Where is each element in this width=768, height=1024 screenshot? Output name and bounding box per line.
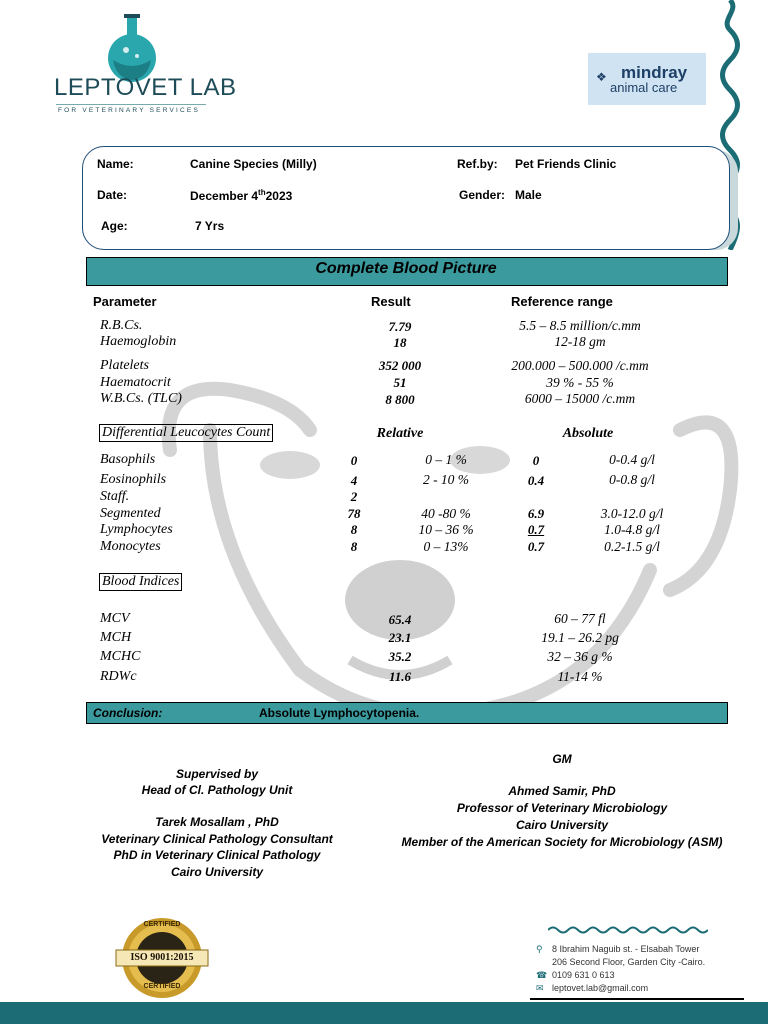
gender: Male	[515, 188, 542, 202]
address-line-2: 206 Second Floor, Garden City -Cairo.	[552, 957, 706, 967]
left-signature-line: PhD in Veterinary Clinical Pathology	[113, 848, 321, 862]
conclusion-label: Conclusion:	[93, 706, 163, 720]
conclusion-text: Absolute Lymphocytopenia.	[259, 706, 420, 720]
param-name: Platelets	[100, 358, 149, 373]
diff-name: Segmented	[100, 506, 161, 521]
diff-abs-ref: 3.0-12.0 g/l	[600, 506, 664, 521]
col-parameter: Parameter	[93, 294, 157, 309]
date-main: December 4	[190, 189, 259, 203]
col-relative: Relative	[376, 426, 424, 441]
param-name: R.B.Cs.	[100, 318, 143, 333]
col-absolute: Absolute	[562, 426, 614, 441]
param-ref: 200.000 – 500.000 /c.mm	[511, 358, 649, 373]
diff-abs-ref: 0-0.4 g/l	[609, 452, 655, 467]
index-name: MCV	[100, 611, 130, 626]
diff-abs: 0	[532, 453, 540, 468]
param-ref: 39 % - 55 %	[546, 375, 614, 390]
date-year: 2023	[265, 189, 293, 203]
phone-icon: ☎	[536, 970, 548, 980]
param-name: Haematocrit	[100, 375, 171, 390]
date-label: Date:	[97, 188, 128, 202]
report-title: Complete Blood Picture	[315, 260, 497, 277]
age: 7 Yrs	[195, 219, 225, 233]
seal-middle: ISO 9001:2015	[130, 952, 194, 963]
gender-label: Gender:	[459, 188, 506, 202]
right-signature-line: Ahmed Samir, PhD	[508, 784, 616, 798]
param-ref: 12-18 gm	[554, 334, 606, 349]
param-name: W.B.Cs. (TLC)	[100, 391, 182, 406]
param-name: Haemoglobin	[100, 334, 177, 349]
index-ref: 19.1 – 26.2 pg	[541, 630, 619, 645]
diff-rel-ref: 40 -80 %	[421, 506, 471, 521]
col-reference: Reference range	[511, 294, 613, 309]
diff-name: Staff.	[100, 489, 130, 504]
param-result: 8 800	[385, 392, 415, 407]
diff-rel: 78	[347, 506, 361, 521]
diff-rel: 0	[350, 453, 358, 468]
diff-rel-ref: 10 – 36 %	[418, 522, 474, 537]
patient-info-box	[82, 146, 730, 250]
diff-abs-ref: 1.0-4.8 g/l	[604, 522, 660, 537]
index-result: 23.1	[388, 630, 412, 645]
diff-abs-ref: 0.2-1.5 g/l	[604, 539, 660, 554]
email-icon: ✉	[536, 983, 544, 993]
diff-name: Eosinophils	[100, 472, 167, 487]
location-icon: ⚲	[536, 944, 543, 954]
diff-abs: 0.7	[527, 522, 545, 537]
param-result: 352 000	[378, 358, 422, 373]
left-signature-line: Head of Cl. Pathology Unit	[141, 783, 293, 797]
index-ref: 11-14 %	[557, 669, 603, 684]
left-signature-line: Cairo University	[170, 865, 264, 879]
col-result: Result	[371, 294, 411, 309]
seal-bottom: CERTIFIED	[143, 983, 181, 990]
diff-abs: 0.4	[527, 473, 545, 488]
footer-line	[530, 998, 744, 1000]
index-ref: 60 – 77 fl	[554, 611, 606, 626]
param-result: 18	[393, 335, 407, 350]
seal-top: CERTIFIED	[143, 921, 181, 928]
left-signature-line: Veterinary Clinical Pathology Consultant	[101, 832, 333, 846]
diff-rel: 8	[350, 522, 358, 537]
diff-rel: 8	[350, 539, 358, 554]
ref-label: Ref.by:	[457, 157, 498, 171]
right-signature-line: Member of the American Society for Microbiology (ASM)	[401, 835, 723, 849]
param-ref: 5.5 – 8.5 million/c.mm	[519, 318, 641, 333]
param-result: 7.79	[388, 319, 412, 334]
ref-by: Pet Friends Clinic	[515, 157, 617, 171]
index-result: 11.6	[388, 669, 412, 684]
right-signature-line: Cairo University	[515, 818, 609, 832]
diff-rel: 4	[350, 473, 358, 488]
index-name: MCHC	[100, 649, 141, 664]
phone-number: 0109 631 0 613	[552, 970, 615, 980]
mindray-brand: mindray	[621, 63, 688, 82]
right-signature-line: GM	[552, 752, 572, 766]
age-label: Age:	[101, 219, 128, 233]
diff-rel-ref: 2 - 10 %	[422, 472, 470, 487]
differential-title: Differential Leucocytes Count	[99, 424, 273, 442]
index-name: RDWc	[100, 669, 137, 684]
diff-name: Lymphocytes	[100, 522, 173, 537]
index-ref: 32 – 36 g %	[547, 649, 613, 664]
right-signature-line: Professor of Veterinary Microbiology	[456, 801, 668, 815]
left-signature-line: Supervised by	[175, 767, 259, 781]
email-address: leptovet.lab@gmail.com	[552, 983, 649, 993]
footer-bar	[0, 1002, 768, 1024]
name-label: Name:	[97, 157, 134, 171]
report-date	[190, 188, 292, 203]
logo-divider	[56, 104, 206, 105]
lab-logo-name: LEPTOVET LAB	[54, 74, 237, 101]
index-result: 65.4	[388, 612, 412, 627]
left-signature-line: Tarek Mosallam , PhD	[155, 815, 279, 829]
lab-logo-tagline: FOR VETERINARY SERVICES	[58, 107, 200, 114]
mindray-sub: animal care	[610, 80, 678, 95]
diff-abs: 0.7	[527, 539, 545, 554]
indices-title: Blood Indices	[99, 573, 182, 591]
diff-rel-ref: 0 – 1 %	[425, 452, 467, 467]
address-line-1: 8 Ibrahim Naguib st. - Elsabah Tower	[552, 944, 700, 954]
diff-rel: 2	[350, 489, 358, 504]
date-suffix: th	[258, 188, 266, 197]
index-name: MCH	[100, 630, 132, 645]
diff-abs-ref: 0-0.8 g/l	[609, 472, 655, 487]
diff-name: Basophils	[100, 452, 156, 467]
diff-abs: 6.9	[527, 506, 545, 521]
patient-name: Canine Species (Milly)	[190, 157, 317, 171]
diff-name: Monocytes	[100, 539, 161, 554]
contact-wave	[548, 925, 708, 935]
diff-rel-ref: 0 – 13%	[423, 539, 469, 554]
paw-icon: ❖	[596, 70, 607, 84]
param-ref: 6000 – 15000 /c.mm	[524, 391, 636, 406]
index-result: 35.2	[388, 649, 412, 664]
param-result: 51	[393, 375, 407, 390]
